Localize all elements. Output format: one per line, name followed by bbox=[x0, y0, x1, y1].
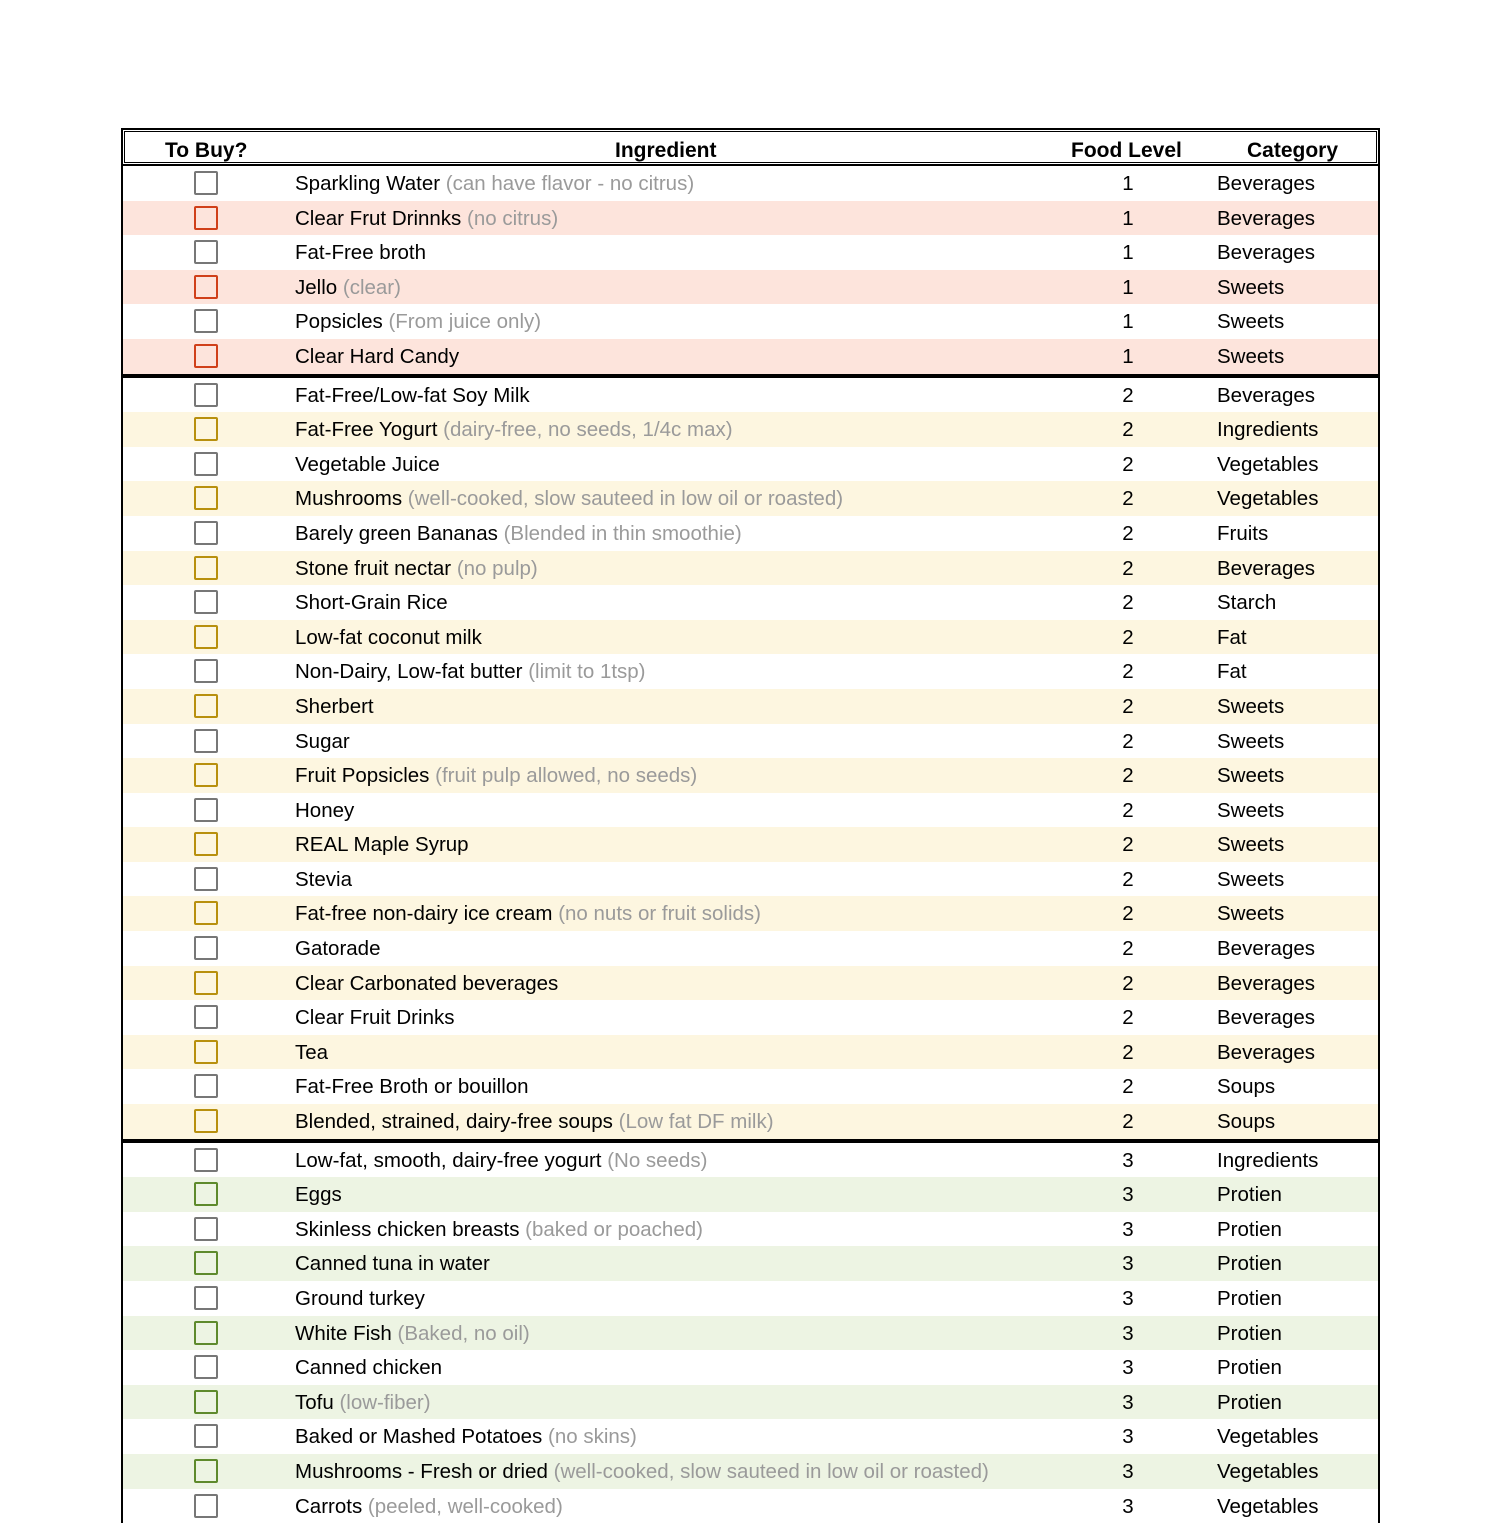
ingredient-name: Fruit Popsicles bbox=[295, 764, 430, 788]
food-level-cell: 1 bbox=[1122, 275, 1134, 299]
category-cell: Ingredients bbox=[1217, 418, 1319, 442]
ingredient-note: (peeled, well-cooked) bbox=[367, 1494, 563, 1518]
food-level-cell: 2 bbox=[1122, 833, 1134, 857]
category-cell: Ingredients bbox=[1217, 1148, 1319, 1172]
ingredient-cell bbox=[295, 1110, 774, 1134]
table-row bbox=[123, 1316, 1378, 1351]
table-row bbox=[123, 1000, 1378, 1035]
food-level-cell: 2 bbox=[1122, 556, 1134, 580]
ingredient-cell bbox=[295, 1460, 989, 1484]
to-buy-checkbox[interactable] bbox=[194, 798, 218, 822]
ingredient-cell bbox=[295, 902, 761, 926]
ingredient-name: Ground turkey bbox=[295, 1287, 425, 1310]
ingredient-cell bbox=[295, 384, 530, 408]
category-cell: Soups bbox=[1217, 1110, 1276, 1134]
ingredient-checklist-table bbox=[121, 128, 1380, 1523]
ingredient-cell bbox=[295, 1041, 328, 1065]
food-level-cell: 2 bbox=[1122, 660, 1134, 684]
category-cell: Beverages bbox=[1217, 971, 1316, 995]
ingredient-note: (Baked, no oil) bbox=[397, 1321, 530, 1345]
category-cell: Beverages bbox=[1217, 1006, 1316, 1030]
to-buy-checkbox[interactable] bbox=[194, 659, 218, 683]
ingredient-note: (no skins) bbox=[548, 1425, 637, 1449]
food-level-cell: 2 bbox=[1122, 694, 1134, 718]
category-cell: Vegetables bbox=[1217, 487, 1319, 511]
ingredient-cell bbox=[295, 310, 541, 334]
to-buy-checkbox[interactable] bbox=[194, 1459, 218, 1483]
table-row bbox=[123, 1489, 1378, 1523]
ingredient-note: (dairy-free, no seeds, 1/4c max) bbox=[443, 418, 733, 442]
category-cell: Fat bbox=[1217, 625, 1247, 649]
ingredient-cell bbox=[295, 937, 380, 961]
ingredient-name: Popsicles bbox=[295, 310, 383, 334]
food-level-cell: 2 bbox=[1122, 798, 1134, 822]
ingredient-cell bbox=[295, 591, 448, 615]
table-row bbox=[123, 1069, 1378, 1104]
to-buy-checkbox[interactable] bbox=[194, 590, 218, 614]
to-buy-checkbox[interactable] bbox=[194, 1494, 218, 1518]
ingredient-name: Baked or Mashed Potatoes bbox=[295, 1425, 543, 1449]
table-row bbox=[123, 654, 1378, 689]
table-row bbox=[123, 585, 1378, 620]
table-row bbox=[123, 724, 1378, 759]
ingredient-name: REAL Maple Syrup bbox=[295, 833, 469, 857]
food-level-cell: 2 bbox=[1122, 1040, 1134, 1064]
ingredient-name: Skinless chicken breasts bbox=[295, 1217, 520, 1241]
table-row bbox=[123, 758, 1378, 793]
ingredient-name: Short-Grain Rice bbox=[295, 591, 448, 615]
ingredient-name: Low-fat, smooth, dairy-free yogurt bbox=[295, 1148, 602, 1172]
category-cell: Protien bbox=[1217, 1356, 1282, 1380]
table-row bbox=[123, 1281, 1378, 1316]
ingredient-name: Tofu bbox=[295, 1390, 334, 1414]
ingredient-note: (no citrus) bbox=[467, 206, 559, 230]
ingredient-cell bbox=[295, 868, 352, 892]
category-cell: Sweets bbox=[1217, 798, 1285, 822]
to-buy-checkbox[interactable] bbox=[194, 309, 218, 333]
to-buy-checkbox[interactable] bbox=[194, 1321, 218, 1345]
category-cell: Protien bbox=[1217, 1321, 1282, 1345]
ingredient-name: Stevia bbox=[295, 867, 352, 891]
ingredient-name: Clear Fruit Drinks bbox=[295, 1006, 455, 1030]
to-buy-checkbox[interactable] bbox=[194, 344, 218, 368]
table-row bbox=[123, 481, 1378, 516]
food-level-cell: 2 bbox=[1122, 1075, 1134, 1099]
to-buy-checkbox[interactable] bbox=[194, 171, 218, 195]
category-cell: Beverages bbox=[1217, 556, 1316, 580]
food-level-cell: 1 bbox=[1122, 344, 1134, 368]
ingredient-name: Mushrooms - Fresh or dried bbox=[295, 1459, 548, 1483]
category-cell: Sweets bbox=[1217, 344, 1285, 368]
ingredient-name: Fat-Free Broth or bouillon bbox=[295, 1075, 529, 1099]
table-row bbox=[123, 235, 1378, 270]
ingredient-name: Canned tuna in water bbox=[295, 1252, 490, 1276]
ingredient-name: Fat-Free/Low-fat Soy Milk bbox=[295, 383, 530, 407]
food-level-cell: 2 bbox=[1122, 1110, 1134, 1134]
ingredient-cell bbox=[295, 276, 401, 300]
food-level-cell: 3 bbox=[1122, 1287, 1134, 1310]
ingredient-cell bbox=[295, 487, 843, 511]
ingredient-name: Sherbert bbox=[295, 694, 374, 718]
ingredient-name: Clear Carbonated beverages bbox=[295, 971, 559, 995]
category-cell: Protien bbox=[1217, 1287, 1282, 1310]
to-buy-checkbox[interactable] bbox=[194, 486, 218, 510]
table-row bbox=[123, 1104, 1378, 1139]
table-row bbox=[123, 1212, 1378, 1247]
ingredient-cell bbox=[295, 453, 440, 477]
table-row bbox=[123, 201, 1378, 236]
category-cell: Sweets bbox=[1217, 729, 1285, 753]
header-to-buy: To Buy? bbox=[165, 139, 248, 162]
table-row bbox=[123, 620, 1378, 655]
food-level-cell: 2 bbox=[1122, 625, 1134, 649]
to-buy-checkbox[interactable] bbox=[194, 383, 218, 407]
ingredient-cell bbox=[295, 1322, 530, 1346]
header-category: Category bbox=[1247, 139, 1339, 162]
ingredient-cell bbox=[295, 1218, 703, 1242]
ingredient-name: Jello bbox=[295, 275, 338, 299]
category-cell: Sweets bbox=[1217, 833, 1285, 857]
ingredient-note: (no nuts or fruit solids) bbox=[558, 902, 761, 926]
header-food-level: Food Level bbox=[1071, 139, 1182, 162]
table-row bbox=[123, 551, 1378, 586]
ingredient-note: (From juice only) bbox=[388, 310, 542, 334]
category-cell: Protien bbox=[1217, 1183, 1282, 1207]
table-row bbox=[123, 412, 1378, 447]
table-row bbox=[123, 1035, 1378, 1070]
food-level-cell: 1 bbox=[1122, 241, 1134, 265]
food-level-cell: 2 bbox=[1122, 902, 1134, 926]
ingredient-cell bbox=[295, 730, 350, 754]
category-cell: Beverages bbox=[1217, 1040, 1316, 1064]
ingredient-note: (baked or poached) bbox=[525, 1217, 703, 1241]
table-row bbox=[123, 1350, 1378, 1385]
table-row bbox=[123, 1454, 1378, 1489]
table-row bbox=[123, 339, 1378, 374]
ingredient-cell bbox=[295, 799, 354, 823]
ingredient-cell bbox=[295, 1495, 563, 1519]
to-buy-checkbox[interactable] bbox=[194, 275, 218, 299]
ingredient-cell bbox=[295, 1252, 490, 1276]
ingredient-cell bbox=[295, 1391, 431, 1415]
ingredient-cell bbox=[295, 345, 459, 369]
ingredient-note: (No seeds) bbox=[607, 1148, 708, 1172]
food-level-cell: 3 bbox=[1122, 1148, 1134, 1172]
to-buy-checkbox[interactable] bbox=[194, 521, 218, 545]
to-buy-checkbox[interactable] bbox=[194, 832, 218, 856]
ingredient-name: Fat-Free Yogurt bbox=[295, 418, 438, 442]
table-row bbox=[123, 270, 1378, 305]
food-level-cell: 3 bbox=[1122, 1494, 1134, 1518]
ingredient-name: Fat-Free broth bbox=[295, 241, 427, 265]
table-row bbox=[123, 827, 1378, 862]
table-row bbox=[123, 1385, 1378, 1420]
food-level-cell: 1 bbox=[1122, 206, 1134, 230]
table-row bbox=[123, 1246, 1378, 1281]
to-buy-checkbox[interactable] bbox=[194, 763, 218, 787]
table-header-row bbox=[121, 128, 1380, 166]
food-level-cell: 2 bbox=[1122, 591, 1134, 615]
food-level-cell: 1 bbox=[1122, 310, 1134, 334]
ingredient-cell bbox=[295, 172, 694, 196]
ingredient-name: Blended, strained, dairy-free soups bbox=[295, 1110, 613, 1134]
to-buy-checkbox[interactable] bbox=[194, 1109, 218, 1133]
food-level-cell: 3 bbox=[1122, 1217, 1134, 1241]
to-buy-checkbox[interactable] bbox=[194, 1074, 218, 1098]
category-cell: Beverages bbox=[1217, 206, 1316, 230]
table-row bbox=[123, 374, 1378, 413]
table-row bbox=[123, 1419, 1378, 1454]
to-buy-checkbox[interactable] bbox=[194, 1005, 218, 1029]
to-buy-checkbox[interactable] bbox=[194, 1148, 218, 1172]
ingredient-cell bbox=[295, 1075, 529, 1099]
category-cell: Vegetables bbox=[1217, 1494, 1319, 1518]
ingredient-name: Fat-free non-dairy ice cream bbox=[295, 902, 553, 926]
ingredient-note: (well-cooked, slow sauteed in low oil or roasted) bbox=[407, 487, 844, 511]
ingredient-name: Eggs bbox=[295, 1183, 342, 1207]
ingredient-note: (clear) bbox=[342, 275, 401, 299]
table-row bbox=[123, 689, 1378, 724]
table-row bbox=[123, 447, 1378, 482]
to-buy-checkbox[interactable] bbox=[194, 729, 218, 753]
food-level-cell: 2 bbox=[1122, 383, 1134, 407]
to-buy-checkbox[interactable] bbox=[194, 1251, 218, 1275]
to-buy-checkbox[interactable] bbox=[194, 867, 218, 891]
ingredient-note: (can have flavor - no citrus) bbox=[445, 172, 695, 195]
to-buy-checkbox[interactable] bbox=[194, 1182, 218, 1206]
category-cell: Sweets bbox=[1217, 867, 1285, 891]
table-row bbox=[123, 931, 1378, 966]
table-row bbox=[123, 166, 1378, 201]
category-cell: Sweets bbox=[1217, 310, 1285, 334]
to-buy-checkbox[interactable] bbox=[194, 1390, 218, 1414]
ingredient-name: Gatorade bbox=[295, 937, 381, 961]
ingredient-cell bbox=[295, 1356, 442, 1380]
category-cell: Protien bbox=[1217, 1390, 1282, 1414]
ingredient-name: Tea bbox=[295, 1040, 329, 1064]
ingredient-cell bbox=[295, 241, 426, 265]
ingredient-note: (Blended in thin smoothie) bbox=[503, 521, 742, 545]
food-level-cell: 3 bbox=[1122, 1183, 1134, 1207]
category-cell: Vegetables bbox=[1217, 1425, 1319, 1449]
ingredient-note: (no pulp) bbox=[456, 556, 538, 580]
ingredient-name: Honey bbox=[295, 798, 355, 822]
header-ingredient: Ingredient bbox=[615, 139, 717, 162]
ingredient-name: Vegetable Juice bbox=[295, 452, 440, 476]
table-row bbox=[123, 896, 1378, 931]
ingredient-cell bbox=[295, 207, 558, 231]
table-row bbox=[123, 516, 1378, 551]
to-buy-checkbox[interactable] bbox=[194, 417, 218, 441]
table-row bbox=[123, 1177, 1378, 1212]
table-body bbox=[121, 166, 1380, 1523]
food-level-cell: 2 bbox=[1122, 729, 1134, 753]
ingredient-note: (Low fat DF milk) bbox=[618, 1110, 774, 1134]
food-level-cell: 2 bbox=[1122, 487, 1134, 511]
to-buy-checkbox[interactable] bbox=[194, 1355, 218, 1379]
to-buy-checkbox[interactable] bbox=[194, 206, 218, 230]
category-cell: Starch bbox=[1217, 591, 1277, 615]
table-row bbox=[123, 966, 1378, 1001]
to-buy-checkbox[interactable] bbox=[194, 240, 218, 264]
ingredient-cell bbox=[295, 1149, 707, 1173]
table-row bbox=[123, 793, 1378, 828]
ingredient-name: Barely green Bananas bbox=[295, 521, 498, 545]
category-cell: Beverages bbox=[1217, 383, 1316, 407]
ingredient-name: Low-fat coconut milk bbox=[295, 625, 482, 649]
food-level-cell: 2 bbox=[1122, 937, 1134, 961]
category-cell: Soups bbox=[1217, 1075, 1276, 1099]
category-cell: Sweets bbox=[1217, 764, 1285, 788]
category-cell: Sweets bbox=[1217, 694, 1285, 718]
category-cell: Beverages bbox=[1217, 937, 1316, 961]
ingredient-cell bbox=[295, 522, 742, 546]
category-cell: Beverages bbox=[1217, 241, 1316, 265]
ingredient-cell bbox=[295, 557, 538, 581]
ingredient-note: (well-cooked, slow sauteed in low oil or roasted) bbox=[553, 1459, 989, 1483]
ingredient-cell bbox=[295, 418, 733, 442]
to-buy-checkbox[interactable] bbox=[194, 694, 218, 718]
to-buy-checkbox[interactable] bbox=[194, 556, 218, 580]
to-buy-checkbox[interactable] bbox=[194, 971, 218, 995]
category-cell: Vegetables bbox=[1217, 452, 1319, 476]
food-level-cell: 3 bbox=[1122, 1459, 1134, 1483]
food-level-cell: 2 bbox=[1122, 867, 1134, 891]
food-level-cell: 3 bbox=[1122, 1252, 1134, 1276]
category-cell: Sweets bbox=[1217, 902, 1285, 926]
food-level-cell: 3 bbox=[1122, 1321, 1134, 1345]
to-buy-checkbox[interactable] bbox=[194, 936, 218, 960]
ingredient-cell bbox=[295, 1287, 425, 1311]
category-cell: Vegetables bbox=[1217, 1459, 1319, 1483]
category-cell: Sweets bbox=[1217, 275, 1285, 299]
ingredient-note: (fruit pulp allowed, no seeds) bbox=[435, 764, 698, 788]
ingredient-name: Clear Hard Candy bbox=[295, 344, 460, 368]
food-level-cell: 2 bbox=[1122, 971, 1134, 995]
table-row bbox=[123, 304, 1378, 339]
to-buy-checkbox[interactable] bbox=[194, 1286, 218, 1310]
ingredient-cell bbox=[295, 660, 646, 684]
table-row bbox=[123, 1139, 1378, 1178]
category-cell: Protien bbox=[1217, 1252, 1282, 1276]
ingredient-name: Canned chicken bbox=[295, 1356, 443, 1380]
to-buy-checkbox[interactable] bbox=[194, 452, 218, 476]
category-cell: Protien bbox=[1217, 1217, 1282, 1241]
to-buy-checkbox[interactable] bbox=[194, 1040, 218, 1064]
ingredient-note: (limit to 1tsp) bbox=[528, 660, 646, 684]
to-buy-checkbox[interactable] bbox=[194, 901, 218, 925]
food-level-cell: 2 bbox=[1122, 452, 1134, 476]
ingredient-cell bbox=[295, 833, 469, 857]
ingredient-name: White Fish bbox=[295, 1321, 392, 1345]
category-cell: Fruits bbox=[1217, 521, 1269, 545]
food-level-cell: 2 bbox=[1122, 418, 1134, 442]
ingredient-name: Stone fruit nectar bbox=[295, 556, 452, 580]
ingredient-cell bbox=[295, 695, 374, 719]
to-buy-checkbox[interactable] bbox=[194, 1424, 218, 1448]
to-buy-checkbox[interactable] bbox=[194, 1217, 218, 1241]
to-buy-checkbox[interactable] bbox=[194, 625, 218, 649]
food-level-cell: 3 bbox=[1122, 1390, 1134, 1414]
food-level-cell: 2 bbox=[1122, 1006, 1134, 1030]
food-level-cell: 3 bbox=[1122, 1356, 1134, 1380]
ingredient-note: (low-fiber) bbox=[339, 1390, 431, 1414]
food-level-cell: 2 bbox=[1122, 521, 1134, 545]
food-level-cell: 2 bbox=[1122, 764, 1134, 788]
ingredient-name: Non-Dairy, Low-fat butter bbox=[295, 660, 523, 684]
ingredient-cell bbox=[295, 1006, 454, 1030]
ingredient-name: Sugar bbox=[295, 729, 350, 753]
ingredient-name: Sparkling Water bbox=[295, 172, 441, 195]
ingredient-name: Carrots bbox=[295, 1494, 363, 1518]
food-level-cell: 3 bbox=[1122, 1425, 1134, 1449]
ingredient-cell bbox=[295, 1183, 342, 1207]
category-cell: Beverages bbox=[1217, 172, 1316, 195]
ingredient-cell bbox=[295, 972, 558, 996]
ingredient-cell bbox=[295, 764, 697, 788]
table-row bbox=[123, 862, 1378, 897]
ingredient-cell bbox=[295, 626, 482, 650]
ingredient-name: Mushrooms bbox=[295, 487, 403, 511]
ingredient-cell bbox=[295, 1425, 637, 1449]
category-cell: Fat bbox=[1217, 660, 1247, 684]
ingredient-name: Clear Frut Drinnks bbox=[295, 206, 462, 230]
food-level-cell: 1 bbox=[1122, 172, 1134, 195]
